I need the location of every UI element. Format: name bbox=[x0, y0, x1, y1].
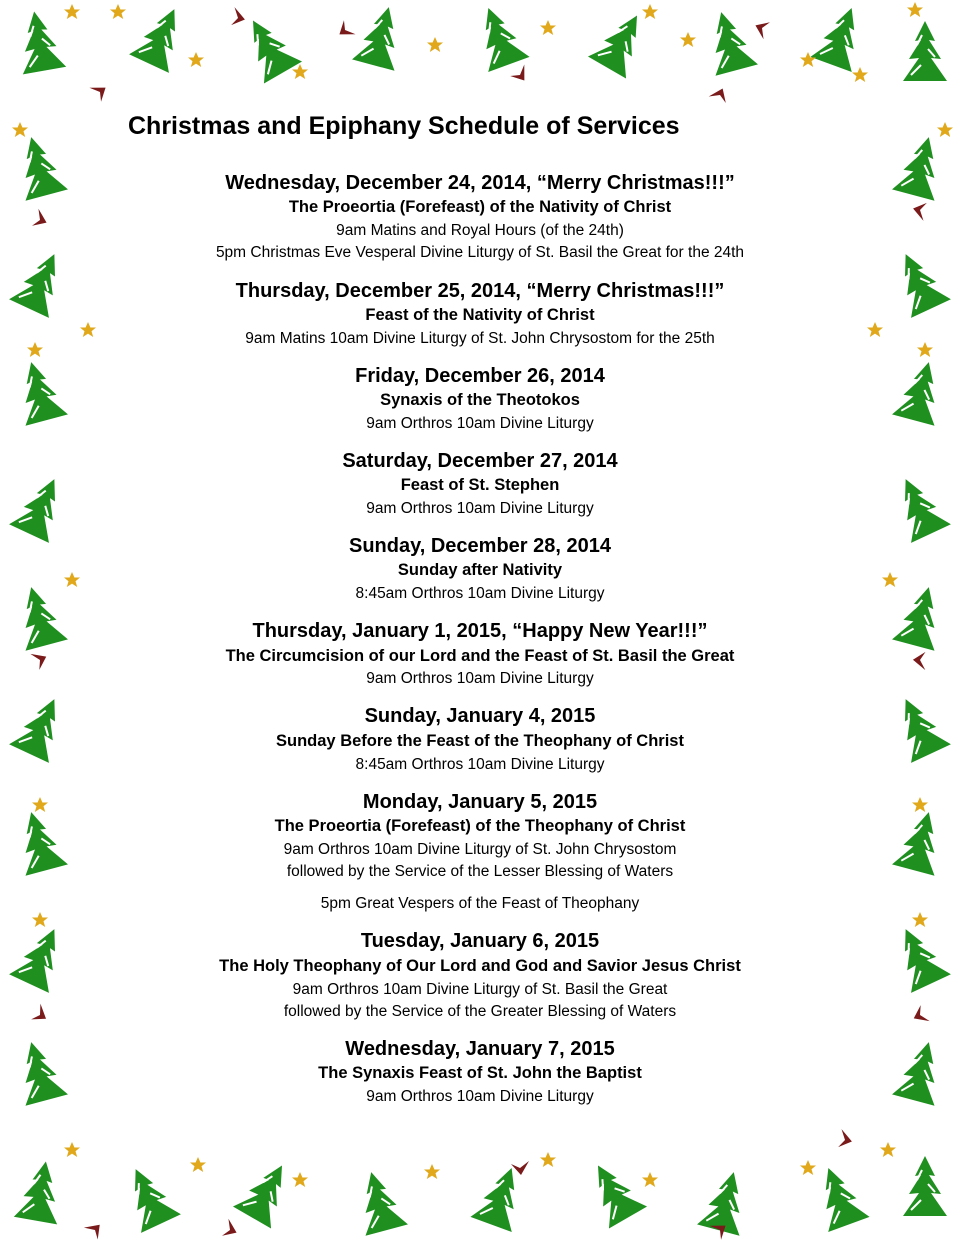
service-date: Saturday, December 27, 2014 bbox=[342, 450, 618, 472]
service-date: Monday, January 5, 2015 bbox=[362, 791, 598, 813]
service-feast: Feast of St. Stephen bbox=[400, 476, 560, 494]
service-time-line: followed by the Service of the Greater Blessing of Waters bbox=[283, 1003, 677, 1020]
service-feast: The Holy Theophany of Our Lord and God and Savior Jesus Christ bbox=[219, 957, 741, 975]
service-time-line: 5pm Great Vespers of the Feast of Theophany bbox=[320, 895, 640, 912]
service-time-line: 5pm Christmas Eve Vesperal Divine Liturgy of St. Basil the Great for the 24th bbox=[215, 244, 745, 261]
service-time-line: followed by the Service of the Lesser Blessing of Waters bbox=[286, 863, 674, 880]
service-time-line: 9am Matins and Royal Hours (of the 24th) bbox=[336, 222, 624, 239]
service-time-line: 9am Orthros 10am Divine Liturgy of St. Basil the Great bbox=[292, 981, 668, 998]
service-date: Thursday, January 1, 2015, “Happy New Year!!!” bbox=[252, 620, 708, 642]
service-date: Sunday, January 4, 2015 bbox=[364, 705, 596, 727]
service-feast: The Proeortia (Forefeast) of the Theophany of Christ bbox=[274, 817, 686, 835]
service-time-line: 9am Orthros 10am Divine Liturgy bbox=[366, 500, 594, 517]
service-time-line: 9am Orthros 10am Divine Liturgy bbox=[366, 415, 594, 432]
service-date: Sunday, December 28, 2014 bbox=[349, 535, 611, 557]
service-date: Friday, December 26, 2014 bbox=[355, 365, 605, 387]
service-date: Wednesday, December 24, 2014, “Merry Christmas!!!” bbox=[225, 172, 735, 194]
service-time-line: 9am Orthros 10am Divine Liturgy bbox=[366, 1088, 594, 1105]
service-feast: The Synaxis Feast of St. John the Baptist bbox=[318, 1064, 642, 1082]
page-title: Christmas and Epiphany Schedule of Services bbox=[128, 112, 680, 140]
service-feast: Sunday after Nativity bbox=[397, 561, 563, 579]
service-feast: Sunday Before the Feast of the Theophany of Christ bbox=[276, 732, 684, 750]
service-time-line: 8:45am Orthros 10am Divine Liturgy bbox=[355, 585, 605, 602]
service-feast: Synaxis of the Theotokos bbox=[380, 391, 580, 409]
service-feast: Feast of the Nativity of Christ bbox=[365, 306, 595, 324]
service-feast: The Circumcision of our Lord and the Feast of St. Basil the Great bbox=[225, 647, 735, 665]
service-date: Thursday, December 25, 2014, “Merry Christmas!!!” bbox=[235, 280, 725, 302]
service-time-line: 9am Matins 10am Divine Liturgy of St. John Chrysostom for the 25th bbox=[245, 330, 715, 347]
service-time-line: 9am Orthros 10am Divine Liturgy of St. John Chrysostom bbox=[283, 841, 677, 858]
service-time-line: 8:45am Orthros 10am Divine Liturgy bbox=[355, 756, 605, 773]
service-time-line: 9am Orthros 10am Divine Liturgy bbox=[366, 670, 594, 687]
service-date: Tuesday, January 6, 2015 bbox=[360, 930, 600, 952]
service-feast: The Proeortia (Forefeast) of the Nativity of Christ bbox=[288, 198, 672, 216]
service-date: Wednesday, January 7, 2015 bbox=[345, 1038, 615, 1060]
